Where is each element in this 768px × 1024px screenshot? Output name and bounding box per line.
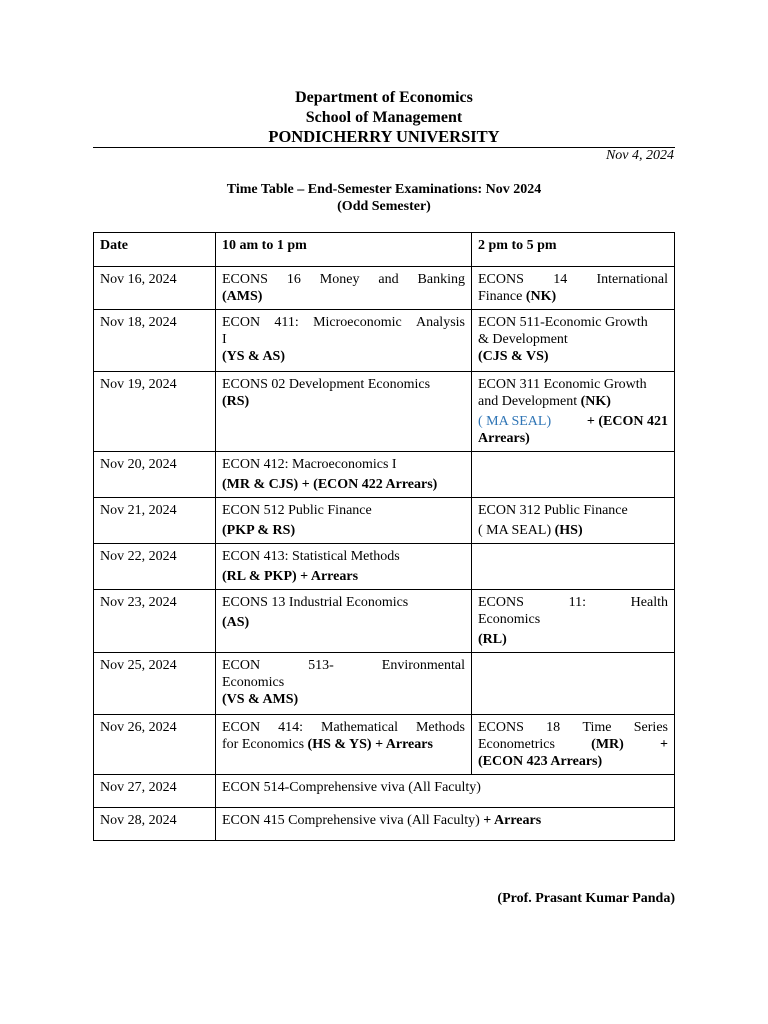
paper-word: ECONS bbox=[222, 272, 268, 287]
combined-slot bbox=[216, 775, 675, 808]
morning-slot bbox=[216, 372, 472, 452]
paper-title-cont: & Development bbox=[478, 332, 568, 347]
faculty: (YS & AS) bbox=[222, 349, 286, 364]
paper-title: ECON 511-Economic Growth bbox=[478, 315, 648, 330]
paper-title-cont: I bbox=[222, 332, 227, 347]
column-header-morning: 10 am to 1 pm bbox=[216, 233, 472, 267]
afternoon-slot bbox=[472, 653, 675, 715]
paper-title: ECON 514-Comprehensive viva (All Faculty) bbox=[222, 780, 481, 795]
morning-slot: ECON 513- Environmental Economics (VS & AMS) bbox=[216, 653, 472, 715]
paper-title: ECON 415 Comprehensive viva (All Faculty) bbox=[222, 813, 480, 828]
faculty: (VS & AMS) bbox=[222, 692, 299, 707]
exam-date: Nov 26, 2024 bbox=[94, 715, 216, 775]
combined-slot bbox=[216, 808, 675, 841]
morning-slot bbox=[216, 590, 472, 653]
exam-date: Nov 27, 2024 bbox=[94, 775, 216, 808]
paper-title: ECON 413: Statistical Methods bbox=[222, 549, 400, 564]
document-header bbox=[93, 88, 675, 147]
paper-title: ECON 412: Macroeconomics I bbox=[222, 457, 397, 472]
table-row bbox=[94, 653, 675, 715]
exam-date: Nov 23, 2024 bbox=[94, 590, 216, 653]
morning-slot bbox=[216, 544, 472, 590]
faculty: (RL) bbox=[478, 632, 507, 647]
exam-date: Nov 19, 2024 bbox=[94, 372, 216, 452]
exam-date: Nov 20, 2024 bbox=[94, 452, 216, 498]
table-header-row bbox=[94, 233, 675, 267]
paper-title-cont: for Economics bbox=[222, 737, 305, 752]
afternoon-slot bbox=[472, 498, 675, 544]
arrears-note: + Arrears bbox=[483, 813, 542, 828]
table-row bbox=[94, 452, 675, 498]
morning-slot: ECON 414: Mathematical Methods for Economics (HS & YS) + Arrears bbox=[216, 715, 472, 775]
faculty: (CJS & VS) bbox=[478, 349, 549, 364]
table-row bbox=[94, 498, 675, 544]
afternoon-slot: ECONS 18 Time Series Econometrics (MR) + (ECON 423 Arrears) bbox=[472, 715, 675, 775]
table-row bbox=[94, 310, 675, 372]
header-divider bbox=[93, 147, 675, 148]
exam-date: Nov 22, 2024 bbox=[94, 544, 216, 590]
ma-seal-note: ( MA SEAL) bbox=[478, 414, 552, 429]
paper-title: ECONS 02 Development Economics bbox=[222, 377, 431, 392]
afternoon-slot: ECONS 14 International Finance (NK) bbox=[472, 267, 675, 310]
table-row bbox=[94, 775, 675, 808]
paper-title: ECONS 13 Industrial Economics bbox=[222, 595, 409, 610]
timetable-title-line2: (Odd Semester) bbox=[337, 199, 431, 214]
morning-slot bbox=[216, 452, 472, 498]
arrears-note: + (ECON 421 bbox=[586, 414, 668, 429]
university-name: PONDICHERRY UNIVERSITY bbox=[268, 127, 500, 146]
faculty: (MR & CJS) + (ECON 422 Arrears) bbox=[222, 477, 438, 492]
afternoon-slot bbox=[472, 544, 675, 590]
faculty: (NK) bbox=[580, 394, 611, 409]
paper-title: ECON 312 Public Finance bbox=[478, 503, 628, 518]
paper-title-cont: Economics bbox=[478, 612, 541, 627]
morning-slot: ECON 411: Microeconomic Analysis I (YS & AS) bbox=[216, 310, 472, 372]
faculty: (AS) bbox=[222, 615, 250, 630]
afternoon-slot bbox=[472, 310, 675, 372]
morning-slot: ECONS 16 Money and Banking (AMS) bbox=[216, 267, 472, 310]
afternoon-slot bbox=[472, 452, 675, 498]
faculty: (RL & PKP) + Arrears bbox=[222, 569, 359, 584]
paper-title-cont: Economics bbox=[222, 675, 285, 690]
exam-date: Nov 18, 2024 bbox=[94, 310, 216, 372]
paper-title: ECON 311 Economic Growth bbox=[478, 377, 647, 392]
table-row bbox=[94, 590, 675, 653]
faculty: (AMS) bbox=[222, 289, 263, 304]
table-row bbox=[94, 372, 675, 452]
table-row bbox=[94, 267, 675, 310]
paper-title: ECON 512 Public Finance bbox=[222, 503, 372, 518]
faculty: (NK) bbox=[525, 289, 557, 304]
timetable-title bbox=[93, 181, 675, 215]
faculty: (PKP & RS) bbox=[222, 523, 296, 538]
afternoon-slot: ECONS 11: Health Economics (RL) bbox=[472, 590, 675, 653]
faculty: (RS) bbox=[222, 394, 250, 409]
ma-seal-note: ( MA SEAL) bbox=[478, 523, 552, 538]
paper-title-cont: Finance bbox=[478, 289, 523, 304]
column-header-date: Date bbox=[94, 233, 216, 267]
signature: (Prof. Prasant Kumar Panda) bbox=[497, 891, 675, 906]
faculty: (HS & YS) + Arrears bbox=[307, 737, 433, 752]
faculty: (HS) bbox=[554, 523, 583, 538]
arrears-note: (ECON 423 Arrears) bbox=[478, 754, 603, 769]
timetable-title-line1: Time Table – End-Semester Examinations: Nov 2024 bbox=[226, 182, 542, 197]
morning-slot bbox=[216, 498, 472, 544]
plus-sign: + bbox=[660, 737, 668, 752]
faculty: (MR) bbox=[591, 737, 624, 752]
paper-title-cont: and Development bbox=[478, 394, 578, 409]
issue-date: Nov 4, 2024 bbox=[605, 148, 674, 163]
table-row bbox=[94, 715, 675, 775]
table-row bbox=[94, 544, 675, 590]
table-row bbox=[94, 808, 675, 841]
exam-date: Nov 16, 2024 bbox=[94, 267, 216, 310]
paper-title-cont: Econometrics bbox=[478, 737, 555, 752]
exam-date: Nov 21, 2024 bbox=[94, 498, 216, 544]
exam-timetable bbox=[93, 232, 675, 841]
exam-date: Nov 25, 2024 bbox=[94, 653, 216, 715]
exam-date: Nov 28, 2024 bbox=[94, 808, 216, 841]
column-header-afternoon: 2 pm to 5 pm bbox=[472, 233, 675, 267]
school-name: School of Management bbox=[305, 108, 463, 126]
afternoon-slot bbox=[472, 372, 675, 452]
arrears-note-cont: Arrears) bbox=[478, 431, 530, 446]
department-name: Department of Economics bbox=[295, 89, 473, 106]
